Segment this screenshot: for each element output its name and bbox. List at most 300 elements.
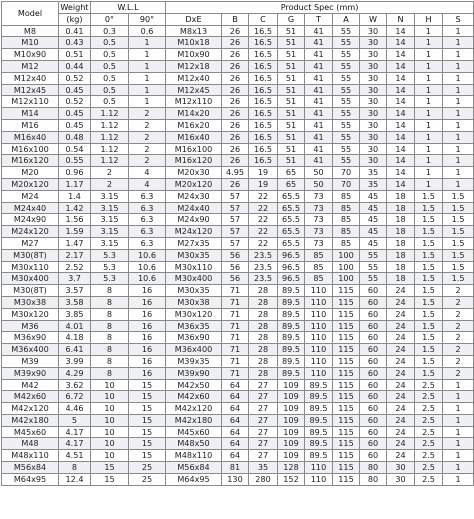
cell-a: 115: [333, 473, 360, 485]
cell-n: 24: [387, 367, 415, 379]
cell-n: 14: [387, 178, 415, 190]
cell-wll-0: 5.3: [91, 249, 129, 261]
cell-wll-0: 8: [91, 308, 129, 320]
cell-dxe: M10x90: [166, 49, 222, 61]
cell-g: 65.5: [278, 190, 305, 202]
cell-t: 110: [305, 344, 333, 356]
cell-wll-90: 16: [129, 296, 166, 308]
cell-model: M16x120: [2, 155, 59, 167]
cell-dxe: M30x400: [166, 273, 222, 285]
cell-wll-90: 2: [129, 143, 166, 155]
cell-t: 110: [305, 285, 333, 297]
cell-w: 60: [360, 414, 387, 426]
cell-c: 23.5: [249, 249, 278, 261]
cell-b: 56: [222, 273, 249, 285]
cell-h: 2.5: [415, 414, 443, 426]
header-spec-n: N: [387, 13, 415, 25]
cell-s: 1: [443, 84, 474, 96]
cell-b: 26: [222, 143, 249, 155]
cell-h: 2.5: [415, 426, 443, 438]
cell-c: 16.5: [249, 131, 278, 143]
cell-wll-90: 16: [129, 367, 166, 379]
cell-t: 85: [305, 249, 333, 261]
cell-a: 115: [333, 462, 360, 474]
cell-weight: 4.17: [59, 438, 91, 450]
cell-w: 30: [360, 72, 387, 84]
header-spec-w: W: [360, 13, 387, 25]
cell-h: 1.5: [415, 249, 443, 261]
cell-a: 115: [333, 379, 360, 391]
cell-n: 24: [387, 285, 415, 297]
cell-wll-0: 0.5: [91, 37, 129, 49]
cell-model: M36x400: [2, 344, 59, 356]
cell-n: 18: [387, 202, 415, 214]
cell-w: 30: [360, 60, 387, 72]
cell-a: 115: [333, 367, 360, 379]
cell-c: 16.5: [249, 72, 278, 84]
cell-h: 1.5: [415, 367, 443, 379]
cell-wll-0: 0.5: [91, 49, 129, 61]
cell-c: 28: [249, 367, 278, 379]
cell-c: 16.5: [249, 25, 278, 37]
cell-b: 71: [222, 367, 249, 379]
cell-dxe: M42x50: [166, 379, 222, 391]
cell-s: 2: [443, 355, 474, 367]
cell-g: 89.5: [278, 344, 305, 356]
cell-t: 73: [305, 202, 333, 214]
cell-c: 22: [249, 237, 278, 249]
cell-g: 109: [278, 391, 305, 403]
cell-a: 55: [333, 84, 360, 96]
cell-wll-90: 15: [129, 414, 166, 426]
cell-s: 1: [443, 143, 474, 155]
cell-n: 14: [387, 72, 415, 84]
cell-a: 100: [333, 261, 360, 273]
cell-n: 24: [387, 438, 415, 450]
cell-w: 30: [360, 119, 387, 131]
cell-g: 109: [278, 414, 305, 426]
cell-model: M45x60: [2, 426, 59, 438]
cell-t: 73: [305, 190, 333, 202]
cell-model: M27: [2, 237, 59, 249]
cell-model: M12x40: [2, 72, 59, 84]
cell-weight: 0.43: [59, 37, 91, 49]
spec-table-container: [1, 1, 474, 486]
cell-w: 60: [360, 403, 387, 415]
cell-wll-0: 1.12: [91, 108, 129, 120]
cell-model: M36x90: [2, 332, 59, 344]
cell-t: 89.5: [305, 379, 333, 391]
cell-s: 1: [443, 108, 474, 120]
cell-w: 45: [360, 202, 387, 214]
cell-b: 26: [222, 155, 249, 167]
cell-t: 110: [305, 367, 333, 379]
cell-t: 41: [305, 96, 333, 108]
cell-s: 1: [443, 438, 474, 450]
cell-weight: 3.62: [59, 379, 91, 391]
header-model: Model: [2, 2, 59, 26]
cell-t: 110: [305, 320, 333, 332]
cell-s: 1: [443, 49, 474, 61]
cell-t: 89.5: [305, 414, 333, 426]
table-row: [2, 426, 474, 438]
table-row: [2, 414, 474, 426]
cell-n: 18: [387, 237, 415, 249]
cell-wll-90: 10.6: [129, 249, 166, 261]
cell-g: 96.5: [278, 261, 305, 273]
cell-h: 1.5: [415, 273, 443, 285]
cell-t: 110: [305, 308, 333, 320]
cell-n: 14: [387, 143, 415, 155]
cell-t: 73: [305, 237, 333, 249]
cell-a: 55: [333, 49, 360, 61]
cell-g: 51: [278, 49, 305, 61]
cell-dxe: M36x90: [166, 332, 222, 344]
cell-h: 1: [415, 108, 443, 120]
cell-t: 41: [305, 72, 333, 84]
cell-weight: 6.41: [59, 344, 91, 356]
cell-t: 41: [305, 119, 333, 131]
cell-weight: 0.45: [59, 108, 91, 120]
cell-a: 115: [333, 450, 360, 462]
cell-weight: 2.17: [59, 249, 91, 261]
cell-t: 85: [305, 261, 333, 273]
cell-model: M24x120: [2, 226, 59, 238]
cell-model: M56x84: [2, 462, 59, 474]
cell-w: 45: [360, 214, 387, 226]
cell-wll-0: 8: [91, 332, 129, 344]
cell-weight: 3.85: [59, 308, 91, 320]
cell-s: 2: [443, 367, 474, 379]
cell-wll-0: 3.15: [91, 190, 129, 202]
cell-s: 1: [443, 72, 474, 84]
cell-g: 51: [278, 25, 305, 37]
cell-weight: 4.17: [59, 426, 91, 438]
table-row: [2, 37, 474, 49]
cell-wll-90: 6.3: [129, 214, 166, 226]
cell-s: 1.5: [443, 261, 474, 273]
cell-dxe: M48x50: [166, 438, 222, 450]
cell-c: 27: [249, 414, 278, 426]
cell-dxe: M10x18: [166, 37, 222, 49]
cell-wll-90: 6.3: [129, 237, 166, 249]
cell-b: 64: [222, 450, 249, 462]
header-spec-a: A: [333, 13, 360, 25]
cell-model: M20: [2, 167, 59, 179]
cell-dxe: M14x20: [166, 108, 222, 120]
cell-wll-90: 1: [129, 49, 166, 61]
cell-weight: 3.58: [59, 296, 91, 308]
table-row: [2, 391, 474, 403]
table-row: [2, 226, 474, 238]
cell-a: 115: [333, 391, 360, 403]
cell-c: 16.5: [249, 96, 278, 108]
cell-s: 1: [443, 473, 474, 485]
cell-dxe: M30x35: [166, 285, 222, 297]
cell-h: 1.5: [415, 355, 443, 367]
cell-c: 16.5: [249, 84, 278, 96]
header-spec-dxe: DxE: [166, 13, 222, 25]
cell-t: 110: [305, 296, 333, 308]
cell-h: 1: [415, 37, 443, 49]
cell-a: 55: [333, 60, 360, 72]
cell-w: 30: [360, 84, 387, 96]
cell-h: 1.5: [415, 320, 443, 332]
cell-model: M36: [2, 320, 59, 332]
table-row: [2, 167, 474, 179]
table-row: [2, 72, 474, 84]
cell-model: M30x38: [2, 296, 59, 308]
cell-t: 110: [305, 462, 333, 474]
cell-weight: 1.56: [59, 214, 91, 226]
cell-t: 73: [305, 214, 333, 226]
cell-weight: 3.57: [59, 285, 91, 297]
cell-dxe: M12x45: [166, 84, 222, 96]
table-row: [2, 119, 474, 131]
cell-wll-0: 3.15: [91, 237, 129, 249]
cell-dxe: M24x120: [166, 226, 222, 238]
header-spec-c: C: [249, 13, 278, 25]
cell-n: 14: [387, 37, 415, 49]
cell-dxe: M12x40: [166, 72, 222, 84]
cell-dxe: M36x35: [166, 320, 222, 332]
cell-b: 26: [222, 119, 249, 131]
cell-n: 14: [387, 60, 415, 72]
cell-dxe: M30x38: [166, 296, 222, 308]
cell-h: 1: [415, 84, 443, 96]
cell-w: 30: [360, 131, 387, 143]
cell-h: 1.5: [415, 214, 443, 226]
cell-dxe: M30x35: [166, 249, 222, 261]
cell-s: 1: [443, 178, 474, 190]
cell-n: 30: [387, 462, 415, 474]
table-row: [2, 143, 474, 155]
cell-n: 24: [387, 320, 415, 332]
cell-n: 14: [387, 155, 415, 167]
cell-wll-0: 5.3: [91, 273, 129, 285]
cell-t: 50: [305, 167, 333, 179]
cell-c: 28: [249, 355, 278, 367]
cell-model: M24: [2, 190, 59, 202]
table-row: [2, 438, 474, 450]
header-spec-t: T: [305, 13, 333, 25]
cell-wll-90: 16: [129, 285, 166, 297]
cell-g: 89.5: [278, 355, 305, 367]
cell-b: 57: [222, 190, 249, 202]
cell-n: 18: [387, 249, 415, 261]
cell-h: 1.5: [415, 261, 443, 273]
cell-b: 64: [222, 414, 249, 426]
cell-dxe: M42x60: [166, 391, 222, 403]
cell-c: 16.5: [249, 119, 278, 131]
cell-g: 51: [278, 72, 305, 84]
header-weight: Weight: [60, 2, 89, 12]
cell-n: 24: [387, 332, 415, 344]
cell-a: 115: [333, 332, 360, 344]
table-row: [2, 25, 474, 37]
cell-w: 30: [360, 155, 387, 167]
cell-s: 2: [443, 308, 474, 320]
cell-h: 1.5: [415, 308, 443, 320]
cell-s: 1.5: [443, 226, 474, 238]
cell-g: 51: [278, 119, 305, 131]
cell-c: 22: [249, 226, 278, 238]
cell-g: 65.5: [278, 202, 305, 214]
cell-wll-0: 8: [91, 320, 129, 332]
cell-n: 24: [387, 391, 415, 403]
cell-g: 89.5: [278, 296, 305, 308]
cell-g: 109: [278, 379, 305, 391]
cell-weight: 5: [59, 414, 91, 426]
cell-s: 1: [443, 414, 474, 426]
cell-w: 45: [360, 226, 387, 238]
cell-wll-0: 0.5: [91, 96, 129, 108]
cell-wll-0: 8: [91, 296, 129, 308]
cell-t: 110: [305, 332, 333, 344]
cell-s: 1.5: [443, 249, 474, 261]
cell-a: 55: [333, 131, 360, 143]
cell-n: 30: [387, 473, 415, 485]
cell-model: M42x120: [2, 403, 59, 415]
cell-c: 22: [249, 214, 278, 226]
table-row: [2, 60, 474, 72]
header-row-top: [2, 2, 474, 14]
cell-weight: 0.54: [59, 143, 91, 155]
cell-a: 55: [333, 25, 360, 37]
cell-dxe: M30x110: [166, 261, 222, 273]
cell-t: 41: [305, 25, 333, 37]
cell-n: 18: [387, 214, 415, 226]
cell-c: 27: [249, 438, 278, 450]
header-product-spec: Product Spec (mm): [166, 2, 474, 14]
cell-g: 51: [278, 96, 305, 108]
cell-c: 16.5: [249, 49, 278, 61]
cell-wll-90: 6.3: [129, 202, 166, 214]
cell-wll-90: 6.3: [129, 226, 166, 238]
cell-s: 1: [443, 379, 474, 391]
table-row: [2, 273, 474, 285]
header-row-bottom: [2, 13, 474, 25]
cell-c: 27: [249, 426, 278, 438]
cell-w: 60: [360, 344, 387, 356]
cell-n: 24: [387, 296, 415, 308]
header-weight-unit: (kg): [59, 13, 91, 25]
table-row: [2, 131, 474, 143]
cell-t: 85: [305, 273, 333, 285]
cell-wll-0: 15: [91, 462, 129, 474]
cell-n: 18: [387, 190, 415, 202]
cell-weight: 1.17: [59, 178, 91, 190]
cell-n: 14: [387, 119, 415, 131]
cell-g: 109: [278, 426, 305, 438]
cell-model: M24x90: [2, 214, 59, 226]
cell-w: 60: [360, 285, 387, 297]
cell-g: 89.5: [278, 367, 305, 379]
cell-wll-90: 1: [129, 72, 166, 84]
cell-wll-90: 15: [129, 426, 166, 438]
cell-w: 60: [360, 379, 387, 391]
cell-n: 18: [387, 226, 415, 238]
cell-a: 55: [333, 119, 360, 131]
cell-a: 115: [333, 414, 360, 426]
table-row: [2, 237, 474, 249]
cell-b: 4.95: [222, 167, 249, 179]
cell-c: 23.5: [249, 261, 278, 273]
cell-wll-0: 10: [91, 426, 129, 438]
cell-model: M14: [2, 108, 59, 120]
cell-h: 2.5: [415, 450, 443, 462]
cell-t: 41: [305, 131, 333, 143]
cell-b: 26: [222, 49, 249, 61]
cell-b: 26: [222, 37, 249, 49]
cell-a: 115: [333, 355, 360, 367]
cell-n: 24: [387, 344, 415, 356]
cell-g: 51: [278, 143, 305, 155]
cell-wll-0: 10: [91, 391, 129, 403]
cell-wll-90: 0.6: [129, 25, 166, 37]
cell-model: M12x45: [2, 84, 59, 96]
cell-wll-0: 8: [91, 285, 129, 297]
cell-b: 71: [222, 296, 249, 308]
cell-s: 2: [443, 320, 474, 332]
cell-a: 55: [333, 143, 360, 155]
cell-dxe: M12x110: [166, 96, 222, 108]
cell-weight: 0.52: [59, 72, 91, 84]
cell-b: 26: [222, 60, 249, 72]
cell-a: 85: [333, 190, 360, 202]
cell-a: 85: [333, 237, 360, 249]
cell-wll-0: 1.12: [91, 155, 129, 167]
cell-model: M30x120: [2, 308, 59, 320]
cell-s: 1: [443, 450, 474, 462]
cell-h: 2.5: [415, 462, 443, 474]
cell-b: 57: [222, 214, 249, 226]
cell-c: 35: [249, 462, 278, 474]
table-row: [2, 379, 474, 391]
cell-g: 65.5: [278, 214, 305, 226]
cell-a: 85: [333, 202, 360, 214]
cell-wll-0: 15: [91, 473, 129, 485]
cell-h: 1: [415, 60, 443, 72]
cell-b: 71: [222, 320, 249, 332]
cell-s: 1: [443, 131, 474, 143]
cell-weight: 1.42: [59, 202, 91, 214]
cell-a: 115: [333, 438, 360, 450]
cell-n: 14: [387, 84, 415, 96]
cell-c: 19: [249, 178, 278, 190]
cell-wll-90: 16: [129, 308, 166, 320]
cell-w: 30: [360, 37, 387, 49]
cell-dxe: M45x60: [166, 426, 222, 438]
cell-wll-90: 4: [129, 167, 166, 179]
cell-w: 30: [360, 25, 387, 37]
cell-g: 89.5: [278, 320, 305, 332]
cell-w: 60: [360, 391, 387, 403]
cell-wll-90: 2: [129, 119, 166, 131]
cell-s: 1.5: [443, 202, 474, 214]
table-row: [2, 190, 474, 202]
header-spec-g: G: [278, 13, 305, 25]
cell-s: 1: [443, 119, 474, 131]
cell-c: 16.5: [249, 37, 278, 49]
cell-g: 65.5: [278, 237, 305, 249]
cell-s: 1: [443, 60, 474, 72]
cell-c: 16.5: [249, 143, 278, 155]
cell-wll-0: 8: [91, 344, 129, 356]
cell-model: M10: [2, 37, 59, 49]
cell-g: 128: [278, 462, 305, 474]
table-row: [2, 84, 474, 96]
